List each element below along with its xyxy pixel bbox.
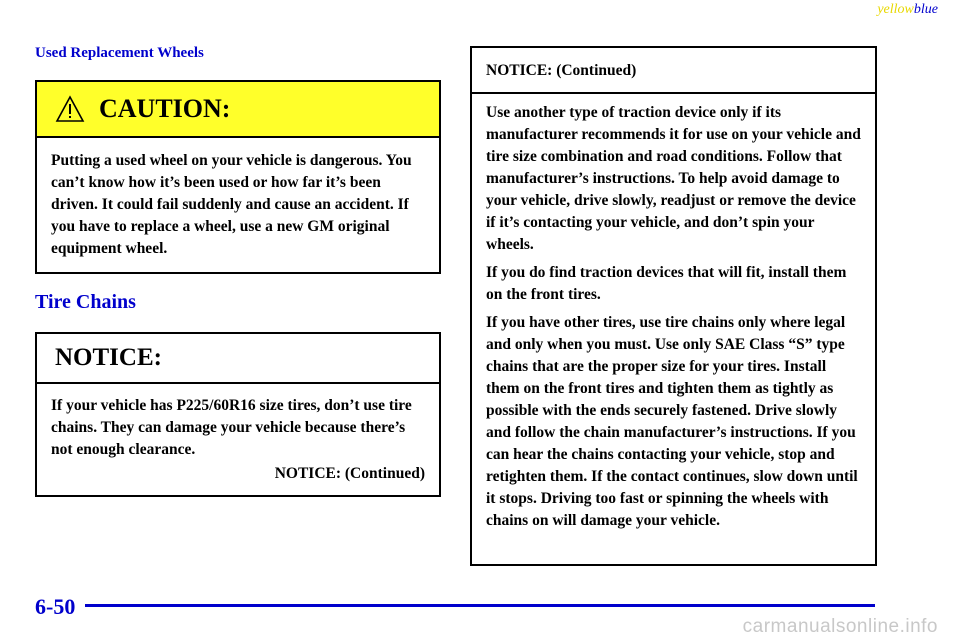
warning-triangle-icon bbox=[55, 95, 85, 123]
notice-body bbox=[37, 384, 439, 495]
notice-box bbox=[35, 332, 441, 497]
notice-title: NOTICE: bbox=[55, 344, 162, 371]
caution-text: Putting a used wheel on your vehicle is dangerous. You can’t know how it’s been used or how far it’s been driven. It could fail suddenly and cause an accident. If you have to replace a wheel, use a new GM original equipment wheel. bbox=[51, 152, 412, 257]
color-tag-yellow: yellow bbox=[877, 2, 914, 17]
notice-paragraph: If you do find traction devices that will fit, install them on the front tires. bbox=[486, 264, 847, 303]
notice-paragraph: If you have other tires, use tire chains only where legal and only when you must. Use only SAE Class “S” type chains that are the proper size for your tires. Install them on the front tires and tighten them as tightly as possible with the ends securely fastened. Drive slowly and follow the chain manufacturer’s instructions. If you can hear the chains contacting your vehicle, stop and retighten them. If the contact continues, slow down until it stops. Driving too fast or spinning the wheels with chains on will damage your vehicle. bbox=[486, 314, 858, 529]
caution-box bbox=[35, 80, 441, 274]
page-number: 6-50 bbox=[35, 594, 76, 619]
caution-header bbox=[37, 82, 439, 138]
footer-divider bbox=[85, 604, 875, 607]
notice-continued-box bbox=[470, 46, 877, 566]
section-title: Used Replacement Wheels bbox=[35, 45, 204, 61]
notice-continued-body bbox=[472, 94, 875, 548]
color-tag-blue: blue bbox=[913, 2, 938, 17]
watermark: carmanualsonline.info bbox=[742, 616, 938, 637]
notice-paragraph: Use another type of traction device only if its manufacturer recommends it for use on your vehicle and tire size combination and road conditions. Follow that manufacturer’s instructions. To help avoid damage to your vehicle, drive slowly, readjust or remove the device if it’s contacting your vehicle, and don’t spin your wheels. bbox=[486, 104, 861, 253]
notice-header bbox=[37, 334, 439, 384]
notice-text: If your vehicle has P225/60R16 size tires, don’t use tire chains. They can damage your vehicle because there’s not enough clearance. bbox=[51, 397, 412, 458]
notice-continued-label: NOTICE: (Continued) bbox=[274, 465, 425, 482]
color-tag bbox=[877, 2, 938, 18]
caution-title: CAUTION: bbox=[99, 94, 231, 123]
notice-continued-title: NOTICE: (Continued) bbox=[472, 48, 875, 94]
tire-chains-heading: Tire Chains bbox=[35, 291, 136, 313]
